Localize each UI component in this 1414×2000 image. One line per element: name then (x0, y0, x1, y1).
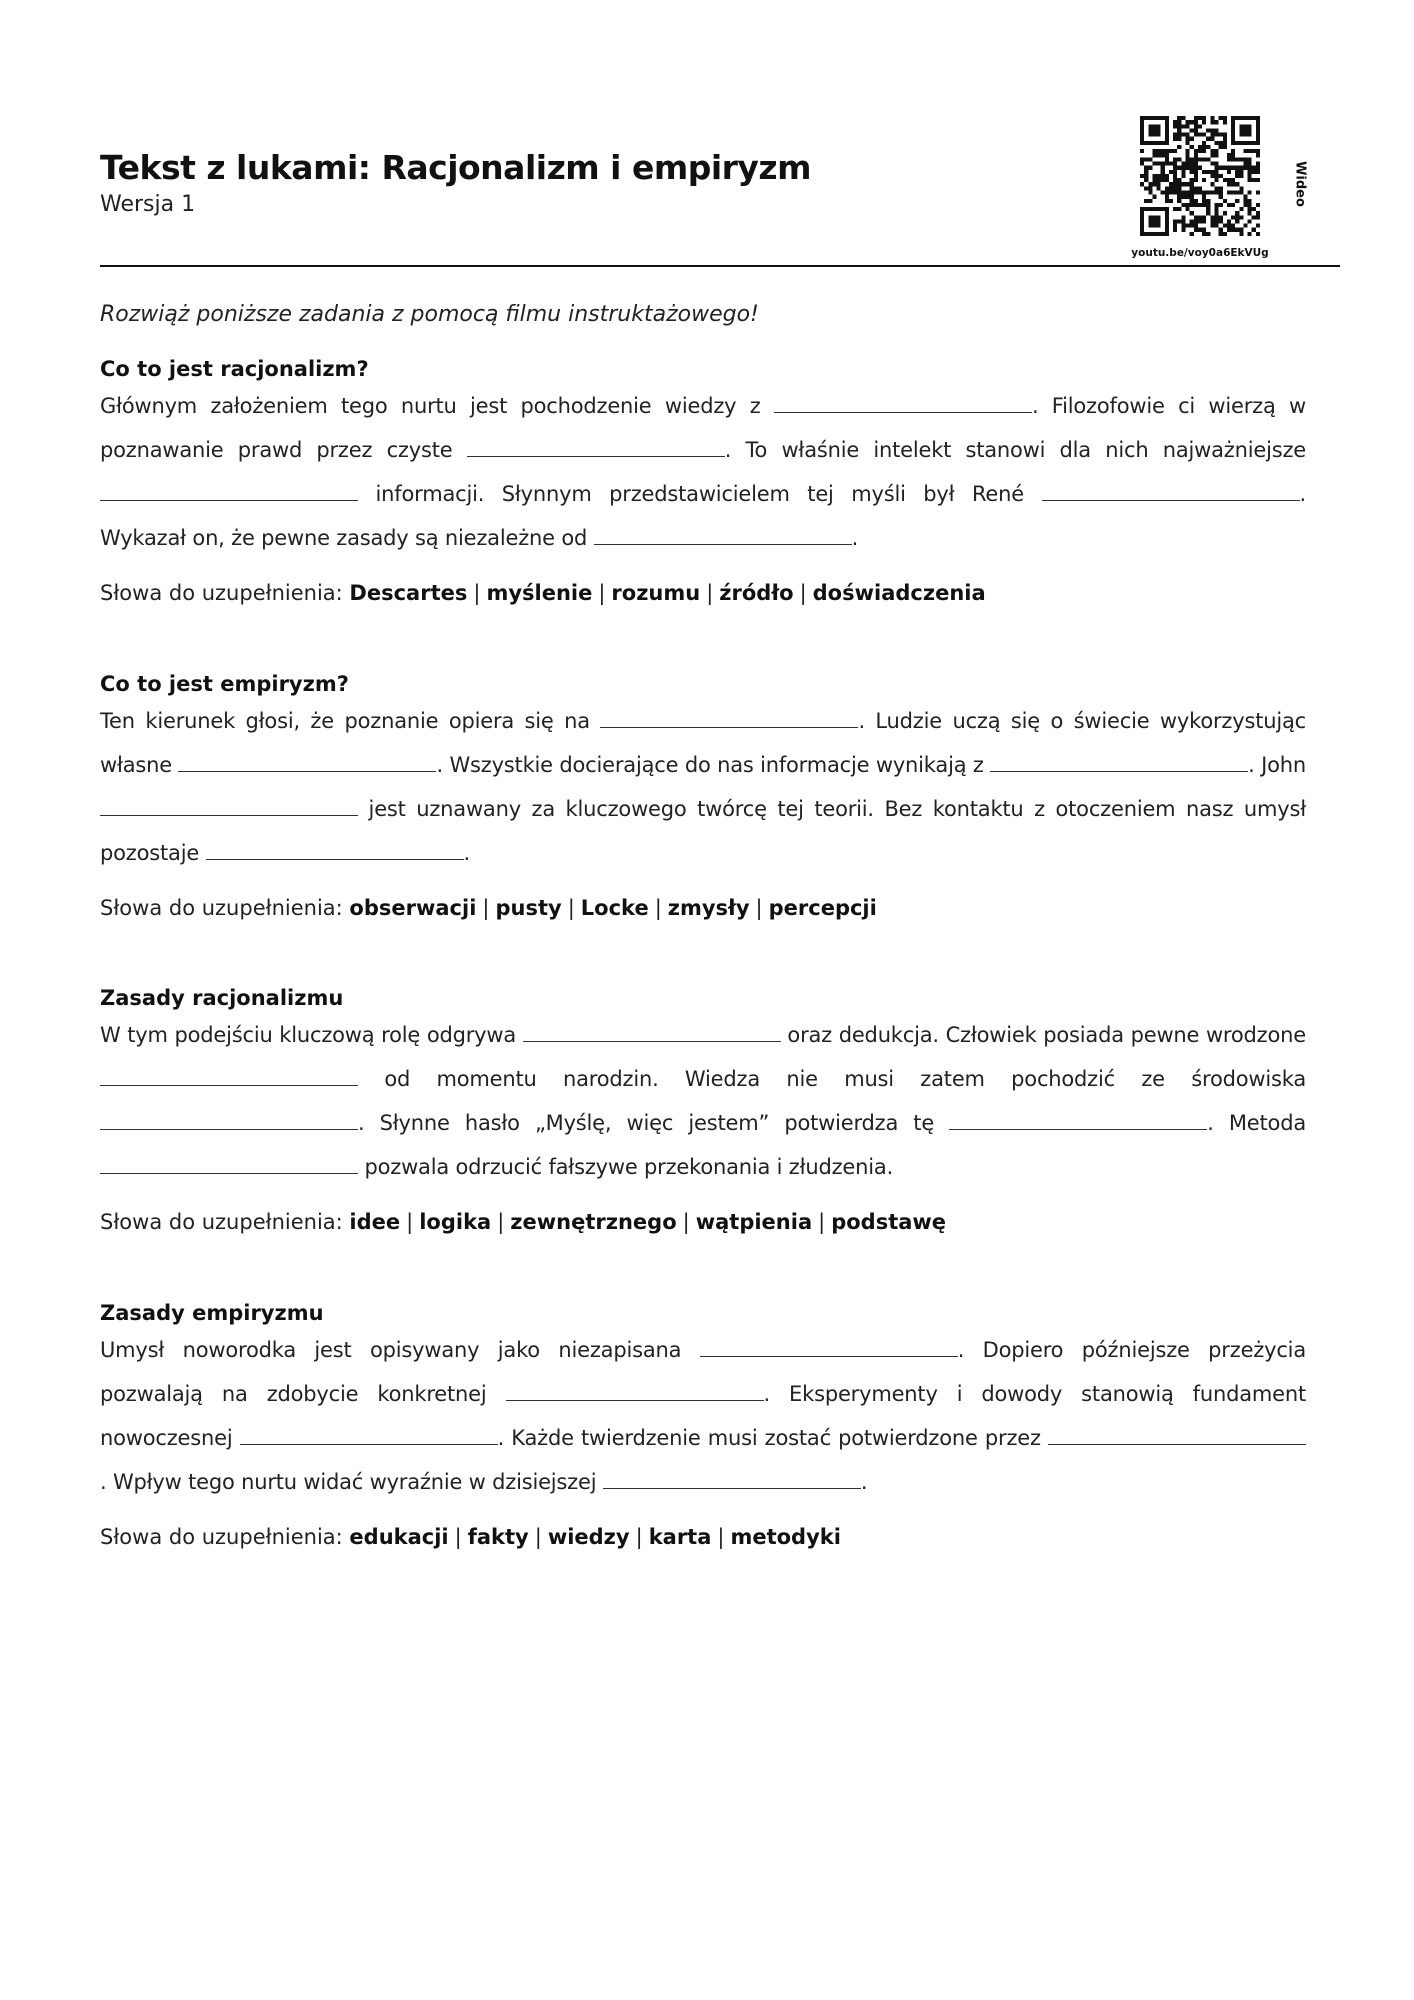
gap-blank[interactable] (594, 523, 852, 545)
page-title: Tekst z lukami: Racjonalizm i empiryzm (100, 148, 812, 187)
gap-blank[interactable] (178, 750, 436, 772)
word-bank: Słowa do uzupełnienia: obserwacji | pusty | Locke | zmysły | percepcji (100, 896, 877, 920)
word-bank-label: Słowa do uzupełnienia: (100, 1210, 343, 1234)
gap-text: Głównym założeniem tego nurtu jest pochodzenie wiedzy z . Filozofowie ci wierzą w poznawanie prawd przez czyste . To właśnie intelekt stanowi dla nich najważniejsze informacji. Słynnym przedstawicielem tej myśli był René . Wykazał on, że pewne zasady są niezależne od . (100, 384, 1306, 560)
word-bank-item: źródło (719, 581, 794, 605)
gap-blank[interactable] (774, 391, 1032, 413)
gap-blank[interactable] (100, 1064, 358, 1086)
gap-blank[interactable] (949, 1108, 1207, 1130)
word-bank-item: percepcji (768, 896, 877, 920)
word-bank-item: obserwacji (349, 896, 477, 920)
section-empiricism-principles (100, 1298, 1306, 1552)
word-bank-item: fakty (467, 1525, 529, 1549)
section-rationalism-definition (100, 354, 1306, 608)
word-bank-item: idee (349, 1210, 401, 1234)
word-bank-item: zmysły (667, 896, 750, 920)
word-bank-item: pusty (495, 896, 562, 920)
section-heading: Co to jest empiryzm? (100, 672, 349, 696)
word-bank: Słowa do uzupełnienia: Descartes | myślenie | rozumu | źródło | doświadczenia (100, 581, 986, 605)
gap-blank[interactable] (206, 838, 464, 860)
gap-blank[interactable] (600, 706, 858, 728)
word-bank-item: metodyki (730, 1525, 841, 1549)
instruction-text: Rozwiąż poniższe zadania z pomocą filmu instruktażowego! (100, 302, 759, 327)
gap-blank[interactable] (506, 1379, 764, 1401)
gap-blank[interactable] (990, 750, 1248, 772)
qr-code[interactable] (1140, 116, 1260, 236)
gap-blank[interactable] (523, 1020, 781, 1042)
gap-blank[interactable] (100, 1108, 358, 1130)
word-bank-item: edukacji (349, 1525, 449, 1549)
word-bank-item: podstawę (831, 1210, 947, 1234)
word-bank-item: wiedzy (547, 1525, 630, 1549)
word-bank-item: Descartes (349, 581, 468, 605)
word-bank-item: rozumu (611, 581, 701, 605)
section-heading: Zasady racjonalizmu (100, 986, 344, 1010)
section-heading: Zasady empiryzmu (100, 1301, 324, 1325)
section-empiricism-definition (100, 669, 1306, 923)
word-bank-item: Locke (580, 896, 649, 920)
word-bank-item: logika (419, 1210, 492, 1234)
word-bank-item: wątpienia (695, 1210, 813, 1234)
gap-blank[interactable] (240, 1423, 498, 1445)
version-label: Wersja 1 (100, 192, 196, 217)
gap-blank[interactable] (100, 479, 358, 501)
word-bank-item: myślenie (486, 581, 593, 605)
section-heading: Co to jest racjonalizm? (100, 357, 369, 381)
gap-blank[interactable] (1048, 1423, 1306, 1445)
gap-blank[interactable] (467, 435, 725, 457)
video-side-label: Wideo (1292, 161, 1308, 207)
word-bank-item: karta (648, 1525, 712, 1549)
header-divider (100, 265, 1340, 267)
word-bank-label: Słowa do uzupełnienia: (100, 1525, 343, 1549)
section-rationalism-principles (100, 983, 1306, 1237)
gap-text: Ten kierunek głosi, że poznanie opiera się na . Ludzie uczą się o świecie wykorzystując własne . Wszystkie docierające do nas informacje wynikają z . John jest uznawany za kluczowego twórcę tej teorii. Bez kontaktu z otoczeniem nasz umysł pozostaje . (100, 699, 1306, 875)
gap-blank[interactable] (1042, 479, 1300, 501)
word-bank-item: doświadczenia (812, 581, 986, 605)
word-bank: Słowa do uzupełnienia: idee | logika | zewnętrznego | wątpienia | podstawę (100, 1210, 947, 1234)
gap-blank[interactable] (100, 794, 358, 816)
qr-url-label[interactable]: youtu.be/voy0a6EkVUg (1131, 247, 1269, 259)
gap-blank[interactable] (603, 1467, 861, 1489)
gap-blank[interactable] (700, 1335, 958, 1357)
word-bank-label: Słowa do uzupełnienia: (100, 896, 343, 920)
gap-blank[interactable] (100, 1152, 358, 1174)
word-bank: Słowa do uzupełnienia: edukacji | fakty | wiedzy | karta | metodyki (100, 1525, 841, 1549)
word-bank-item: zewnętrznego (510, 1210, 677, 1234)
gap-text: Umysł noworodka jest opisywany jako niezapisana . Dopiero późniejsze przeżycia pozwalają na zdobycie konkretnej . Eksperymenty i dowody stanowią fundament nowoczesnej . Każde twierdzenie musi zostać potwierdzone przez . Wpływ tego nurtu widać wyraźnie w dzisiejszej . (100, 1328, 1306, 1504)
gap-text: W tym podejściu kluczową rolę odgrywa oraz dedukcja. Człowiek posiada pewne wrodzone od momentu narodzin. Wiedza nie musi zatem pochodzić ze środowiska . Słynne hasło „Myślę, więc jestem” potwierdza tę . Metoda pozwala odrzucić fałszywe przekonania i złudzenia. (100, 1013, 1306, 1189)
word-bank-label: Słowa do uzupełnienia: (100, 581, 343, 605)
